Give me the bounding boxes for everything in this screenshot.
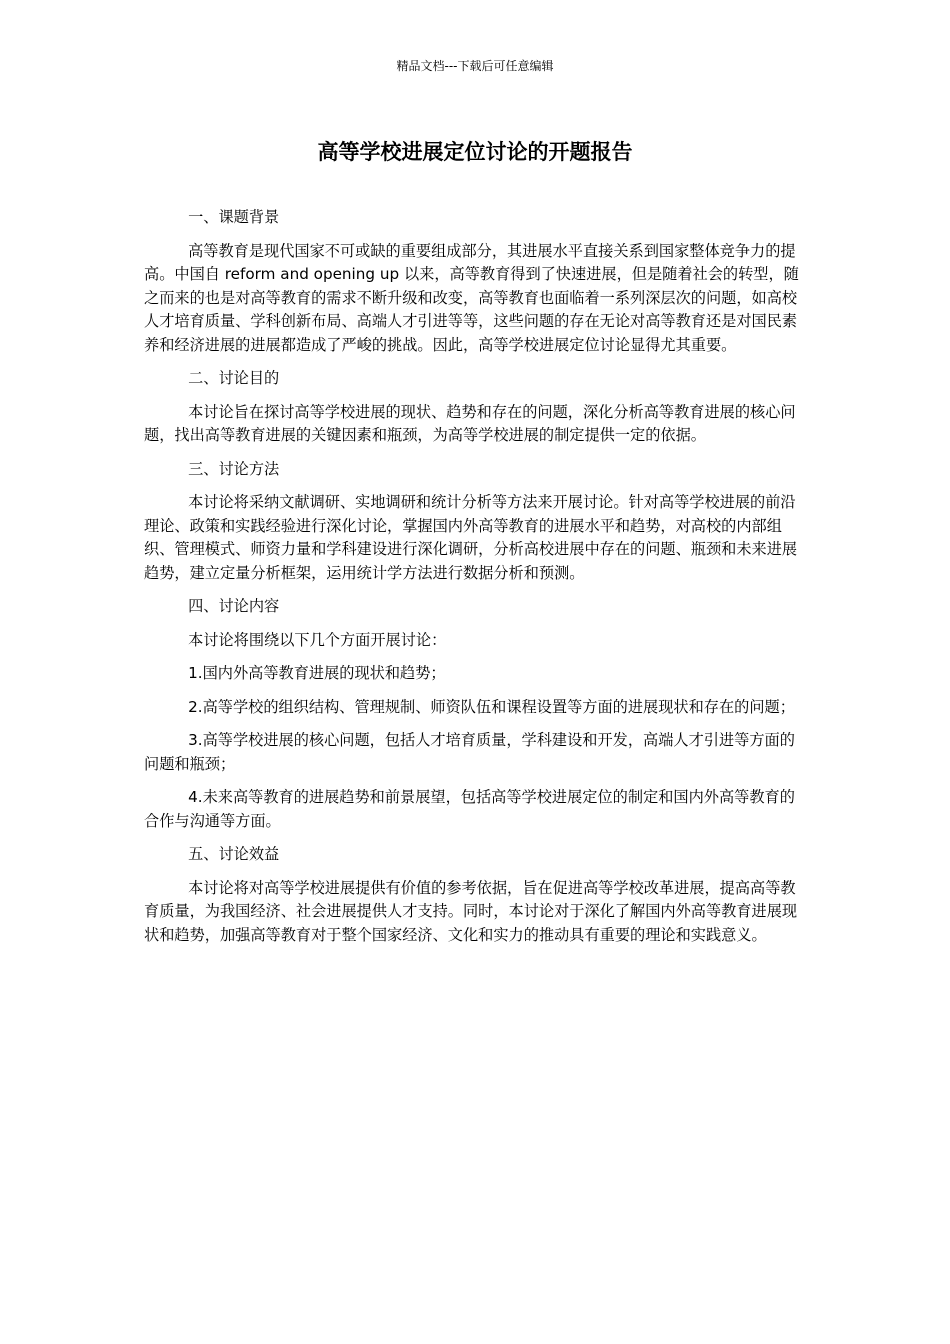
list-item: 4.未来高等教育的进展趋势和前景展望，包括高等学校进展定位的制定和国内外高等教育的合作与沟通等方面。 <box>144 788 795 830</box>
paragraph-method: 本讨论将采纳文献调研、实地调研和统计分析等方法来开展讨论。针对高等学校进展的前沿理论、政策和实践经验进行深化讨论，掌握国内外高等教育的进展水平和趋势，对高校的内部组织、管理模式、师资力量和学科建设进行深化调研，分析高校进展中存在的问题、瓶颈和未来进展趋势，建立定量分析框架，运用统计学方法进行数据分析和预测。 <box>144 493 798 582</box>
list-item: 1.国内外高等教育进展的现状和趋势； <box>188 664 446 682</box>
section-heading-benefit: 五、讨论效益 <box>188 845 280 863</box>
paragraph-content-intro: 本讨论将围绕以下几个方面开展讨论： <box>188 630 447 649</box>
section-heading-background: 一、课题背景 <box>188 208 280 226</box>
header-note: 精品文档---下载后可任意编辑 <box>396 59 554 73</box>
list-item: 2.高等学校的组织结构、管理规制、师资队伍和课程设置等方面的进展现状和存在的问题； <box>188 697 795 716</box>
paragraph-background: 高等教育是现代国家不可或缺的重要组成部分，其进展水平直接关系到国家整体竞争力的提高。中国自 reform and opening up 以来，高等教育得到了快速进展，但是随着社会的转型，随之而来的也是对高等教育的需求不断升级和改变，高等教育也面临着一系列深层次的问题，如高校人才培育质量、学科创新布局、高端人才引进等等，这些问题的存在无论对高等教育还是对国民素养和经济进展的进展都造成了严峻的挑战。因此，高等学校进展定位讨论显得尤其重要。 <box>144 241 799 354</box>
list-item: 3.高等学校进展的核心问题，包括人才培育质量，学科建设和开发，高端人才引进等方面的问题和瓶颈； <box>144 731 795 773</box>
section-heading-content: 四、讨论内容 <box>188 597 280 615</box>
document-body <box>144 206 806 957</box>
paragraph-purpose: 本讨论旨在探讨高等学校进展的现状、趋势和存在的问题，深化分析高等教育进展的核心问题，找出高等教育进展的关键因素和瓶颈，为高等学校进展的制定提供一定的依据。 <box>144 402 796 444</box>
section-heading-method: 三、讨论方法 <box>188 459 280 478</box>
paragraph-benefit: 本讨论将对高等学校进展提供有价值的参考依据，旨在促进高等学校改革进展，提高高等教育质量，为我国经济、社会进展提供人才支持。同时，本讨论对于深化了解国内外高等教育进展现状和趋势，加强高等教育对于整个国家经济、文化和实力的推动具有重要的理论和实践意义。 <box>144 878 798 944</box>
document-title: 高等学校进展定位讨论的开题报告 <box>317 140 633 164</box>
section-heading-purpose: 二、讨论目的 <box>188 369 280 387</box>
